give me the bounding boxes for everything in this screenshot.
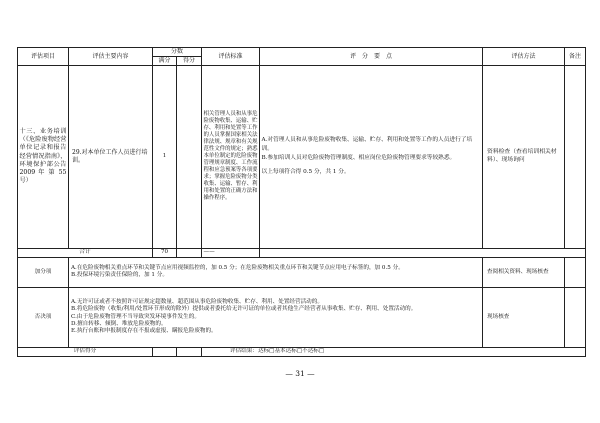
header-score: 分数 (153, 48, 202, 57)
veto-line-a: A.无许可证或者不按照许可证规定超数量、超范围从事危险废物收集、贮存、利用、处置经营活动的。 (71, 299, 323, 306)
row13-item: 十三、业务培训（《危险废物经营单位记录和报告经营情况指南》，环境保护部公告 2009 年 第 55 号） (18, 65, 69, 248)
total-empty (260, 248, 586, 257)
total-full-score: 70 (153, 248, 177, 257)
header-remark: 备注 (565, 48, 586, 66)
header-standard: 评估标准 (202, 48, 260, 66)
row13-standard: 相关管理人员和从事危险废物收集、运输、贮存、利用和处置等工作的人员掌握国家相关法律法规、规章和有关规范性文件的规定；熟悉本单位制定的危险废物管理规章制度、工作流程和应急预案等各项要求；掌握危险废物分类收集、运输、暂存、利用和处置的正确方法和操作程序。 (202, 65, 260, 248)
header-points: 评 分 要 点 (260, 48, 483, 66)
veto-method: 现场核查 (483, 287, 565, 347)
row13-got-score (177, 65, 202, 248)
header-method: 评估方法 (483, 48, 565, 66)
bonus-line-a: A.在危险废物相关重点环节和关键节点应用视频监控的，加 0.5 分；在危险废物相关重点环节和关键节点应用电子标签的，加 0.5 分。 (71, 265, 404, 272)
result-full-score (153, 347, 177, 356)
bonus-remark (565, 257, 586, 287)
row13-content: 29.对本单位工作人员进行培训。 (69, 65, 153, 248)
row13-method: 资料检查（查看培训相关材料）、现场询问 (483, 65, 565, 248)
bonus-label: 加分项 (18, 257, 69, 287)
veto-line-e: E.执行台账和申报制度存在不报或虚报、瞒报危险废物的。 (71, 327, 217, 334)
row13-point-b: B.参加培训人员对危险废物管理制度、相应岗位危险废物管理要求等较熟悉。 (261, 155, 456, 162)
total-label: 合计 (18, 248, 153, 257)
bonus-items (69, 257, 483, 287)
result-got-score (177, 347, 202, 356)
header-item: 评估项目 (18, 48, 69, 66)
result-label: 评估得分 (18, 347, 153, 356)
bonus-line-b: B.投保环境污染责任保险的，加 1 分。 (71, 272, 168, 279)
header-full-score: 满分 (153, 56, 177, 65)
bonus-method: 查阅相关资料、现场核查 (483, 257, 565, 287)
row13-remark (565, 65, 586, 248)
result-text: 评估结果：达标□基本达标□不达标□ (202, 347, 586, 356)
veto-items (69, 287, 483, 347)
row13-points (260, 65, 483, 248)
row13-point-c: 以上每项符合得 0.5 分，共 1 分。 (261, 169, 350, 176)
veto-line-c: C.由于危险废物管理不当导致突发环境事件发生的。 (71, 313, 200, 320)
total-dash: —— (202, 248, 260, 257)
row13-full-score: 1 (153, 65, 177, 248)
page-number: — 31 — (285, 369, 315, 378)
veto-line-b: B.将危险废物（收集/利用/处置环节形成的除外）提供或者委托给无许可证的单位或者其他生产经营者从事收集、贮存、利用、处置活动的。 (71, 306, 417, 313)
total-got-score (177, 248, 202, 257)
header-content: 评估主要内容 (69, 48, 153, 66)
veto-remark (565, 287, 586, 347)
veto-label: 否决项 (18, 287, 69, 347)
row13-point-a: A.对管理人员和从事危险废物收集、运输、贮存、利用和处置等工作的人员进行了培训。 (261, 136, 473, 153)
evaluation-table (17, 47, 586, 357)
veto-line-d: D.擅自转移、倾倒、堆放危险废物的。 (71, 320, 167, 327)
header-got-score: 得分 (177, 56, 202, 65)
